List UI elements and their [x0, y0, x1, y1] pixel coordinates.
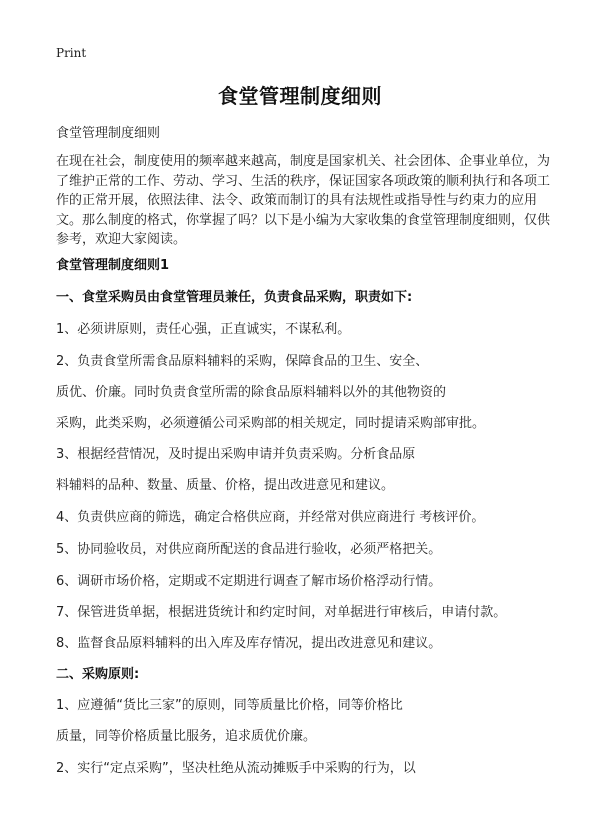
section-title: 食堂管理制度细则1 — [56, 258, 170, 273]
document-title: 食堂管理制度细则 — [218, 84, 382, 108]
list-item-continued: 料辅料的品种、数量、质量、价格，提出改进意见和建议。 — [56, 478, 395, 493]
list-item: 8、监督食品原料辅料的出入库及库存情况，提出改进意见和建议。 — [56, 636, 442, 651]
list-item: 2、负责食堂所需食品原料辅料的采购，保障食品的卫生、安全、 — [56, 354, 429, 369]
heading-purchase-principles: 二、采购原则: — [56, 667, 140, 682]
list-item: 5、协同验收员，对供应商所配送的食品进行验收，必须严格把关。 — [56, 542, 442, 557]
list-item: 1、必须讲原则，责任心强，正直诚实，不谋私利。 — [56, 322, 351, 337]
heading-purchaser-duties: 一、食堂采购员由食堂管理员兼任，负责食品采购，职责如下: — [56, 290, 413, 305]
list-item: 4、负责供应商的筛选，确定合格供应商，并经常对供应商进行 考核评价。 — [56, 510, 485, 525]
list-item: 2、实行“定点采购”，坚决杜绝从流动摊贩手中采购的行为，以 — [56, 761, 416, 776]
list-item: 7、保管进货单据，根据进货统计和约定时间，对单据进行审核后，申请付款。 — [56, 605, 507, 620]
list-item-continued: 采购，此类采购，必须遵循公司采购部的相关规定，同时提请采购部审批。 — [56, 416, 486, 431]
intro-paragraph: 在现在社会，制度使用的频率越来越高，制度是国家机关、社会团体、企事业单位，为了维护正常的工作、劳动、学习、生活的秩序，保证国家各项政策的顺利执行和各项工作的正常开展，依照法律、法令、政策而制订的具有法规性或指导性与约束力的应用文。那么制度的格式，你掌握了吗？以下是小编为大家收集的食堂管理制度细则，仅供参考，欢迎大家阅读。 — [56, 154, 551, 247]
list-item-continued: 质优、价廉。同时负责食堂所需的除食品原料辅料以外的其他物资的 — [56, 385, 447, 400]
list-item: 1、应遵循“货比三家”的原则，同等质量比价格，同等价格比 — [56, 698, 403, 713]
document-subtitle: 食堂管理制度细则 — [56, 126, 161, 141]
print-link[interactable]: Print — [56, 46, 87, 60]
list-item-continued: 质量，同等价格质量比服务，追求质优价廉。 — [56, 729, 317, 744]
list-item: 6、调研市场价格，定期或不定期进行调查了解市场价格浮动行情。 — [56, 574, 442, 589]
list-item: 3、根据经营情况，及时提出采购申请并负责采购。分析食品原 — [56, 447, 416, 462]
